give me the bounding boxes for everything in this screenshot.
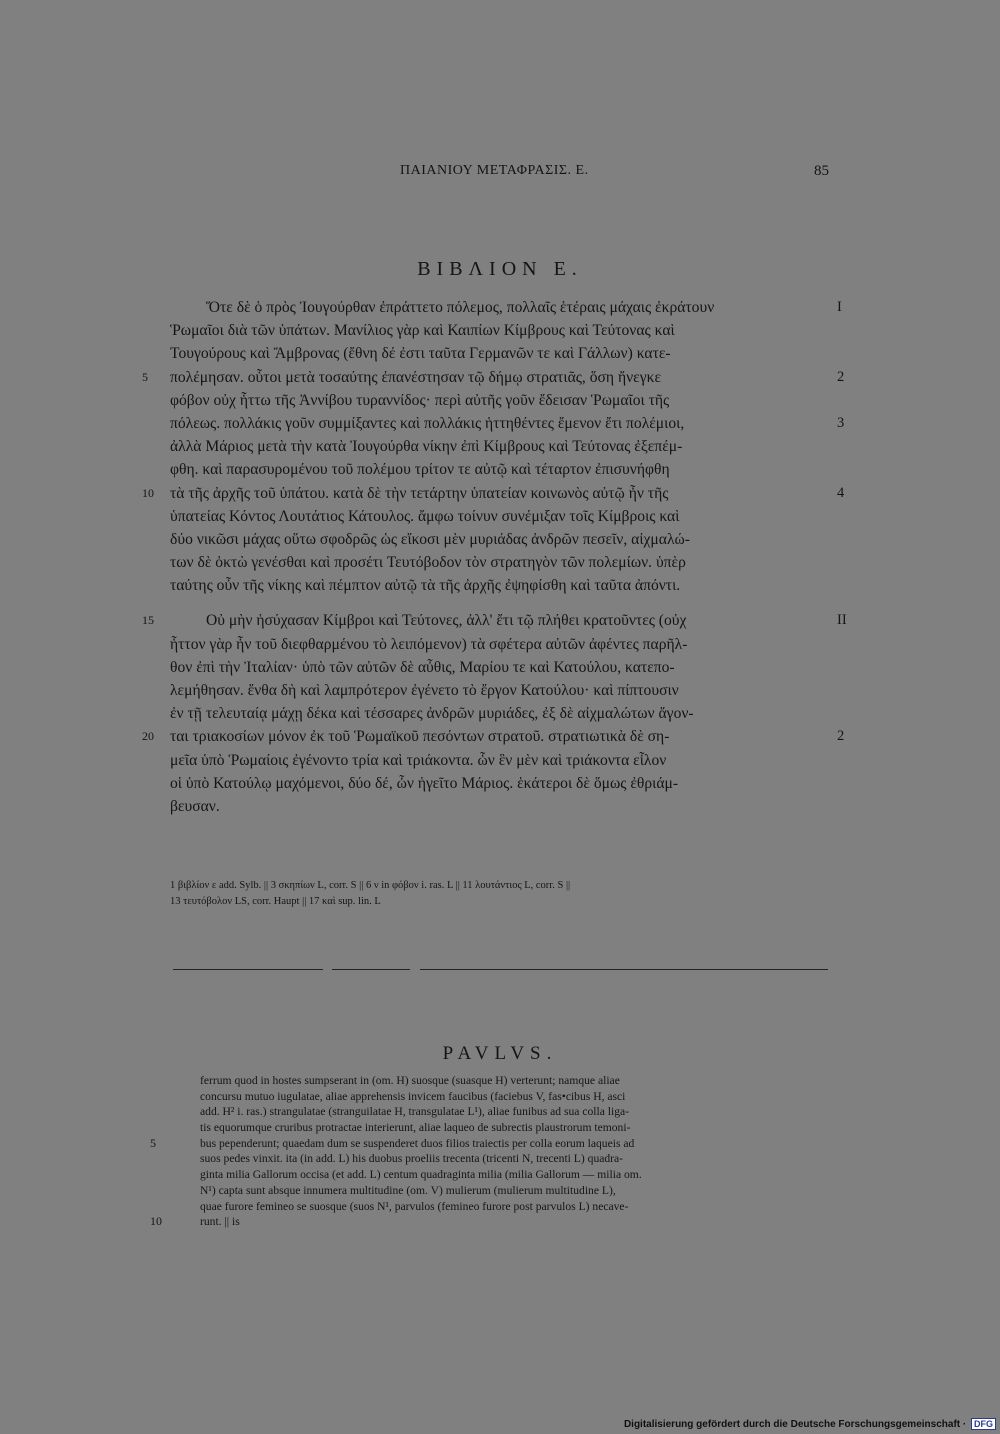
greek-line	[160, 319, 860, 342]
greek-line	[160, 749, 860, 772]
latin-line	[200, 1120, 830, 1136]
latin-line	[200, 1199, 830, 1215]
greek-line-text: οἱ ὑπὸ Κατούλῳ μαχόμενοι, δύο δέ, ὧν ἡγεῖτο Μάριος. ἑκάτεροι δὲ ὅμως ἐθριάμ-	[170, 774, 679, 792]
greek-line-text: Ὅτε δὲ ὁ πρὸς Ἰουγούρθαν ἐπράττετο πόλεμος, πολλαῖς ἑτέραις μάχαις ἐκράτουν	[206, 299, 715, 316]
section-number: 3	[837, 414, 845, 431]
page-number: 85	[814, 163, 829, 179]
greek-line-text: τὰ τῆς ἀρχῆς τοῦ ὑπάτου. κατὰ δὲ τὴν τετάρτην ὑπατείαν κοινωνὸς αὐτῷ ἦν τῆς	[170, 484, 669, 502]
apparatus-line: 1 βιβλίον ε add. Sylb. || 3 σκηπίων L, corr. S || 6 ν in φόβον i. ras. L || 11 λουτάντιος L, corr. S ||	[170, 880, 571, 891]
footer-text: Digitalisierung gefördert durch die Deutsche Forschungsgemeinschaft	[623, 1419, 961, 1430]
greek-line	[160, 633, 860, 656]
latin-line-text: suos pedes vinxit. ita (in add. L) his duobus proeliis trecenta (tricenti N, trecenti L) quadra-	[200, 1152, 624, 1166]
greek-line-text: ἧττον γὰρ ἦν τοῦ διεφθαρμένου τὸ λειπόμενον) τὰ σφέτερα αὐτῶν ἀφέντες παρῆλ-	[170, 635, 688, 653]
greek-line	[160, 574, 860, 597]
greek-line	[160, 772, 860, 795]
latin-line	[200, 1151, 830, 1167]
latin-line-text: ginta milia Gallorum occisa (et add. L) centum quadraginta milia (milia Gallorum — milia om.	[200, 1168, 642, 1182]
greek-line	[160, 389, 860, 412]
latin-line-text: ferrum quod in hostes sumpserant in (om. H) suosque (suasque H) verterunt; namque aliae	[200, 1074, 620, 1087]
greek-line-text: ἐν τῇ τελευταίᾳ μάχῃ δέκα καὶ τέσσαρες ἀνδρῶν μυριάδες, ἐξ δὲ αἰχμαλώτων ἄγον-	[170, 705, 694, 723]
latin-line	[150, 1135, 830, 1152]
line-number: 10	[150, 1214, 162, 1229]
greek-line	[160, 412, 860, 435]
latin-line-text: bus pependerunt; quaedam dum se suspenderet duos filios traiectis per colla eorum laqueis ad	[200, 1136, 635, 1150]
greek-line-text: θον ἐπὶ τὴν Ἰταλίαν· ὑπὸ τῶν αὐτῶν δὲ αὖθις, Μαρίου τε καὶ Κατούλου, κατεπο-	[170, 658, 675, 676]
latin-line-text: concursu mutuo iugulatae, aliae apprehensis invicem faucibus (faciebus V, fas•cibus H, asci	[200, 1089, 626, 1103]
greek-line-text: βευσαν.	[170, 797, 220, 815]
greek-text-block	[142, 296, 860, 818]
apparatus-line: 13 τευτόβολον LS, corr. Haupt || 17 καὶ sup. lin. L	[170, 896, 381, 907]
latin-line-text: runt. || is	[200, 1215, 240, 1229]
line-number: 20	[142, 729, 154, 744]
greek-line-text: ταύτης οὖν τῆς νίκης καὶ πέμπτον αὐτῷ τὰ τῆς ἀρχῆς ἐψηφίσθη καὶ ταῦτα ἀπόντι.	[170, 577, 681, 595]
greek-line-text: φόβον οὐχ ἧττω τῆς Ἀννίβου τυραννίδος· περὶ αὐτῆς γοῦν ἔδεισαν Ῥωμαῖοι τῆς	[170, 391, 670, 409]
latin-line-text: quae furore femineo se suosque (suos N¹, parvulos (femineo furore post parvulos L) necave-	[200, 1199, 629, 1213]
latin-section-title: PAVLVS.	[442, 1043, 558, 1064]
footer-credit: Digitalisierung gefördert durch die Deutsche Forschungsgemeinschaft · DFG	[0, 1418, 996, 1430]
section-number: II	[837, 612, 847, 629]
greek-line	[160, 702, 860, 725]
latin-line-text: add. H² i. ras.) strangulatae (stranguilatae H, transgulatae L¹), aliae funibus ad sua colla liga-	[200, 1105, 629, 1119]
greek-line	[160, 505, 860, 528]
greek-line-text: πολέμησαν. οὗτοι μετὰ τοσαύτης ἐπανέστησαν τῷ δήμῳ στρατιᾶς, ὅση ἤνεγκε	[170, 368, 662, 386]
greek-line	[142, 482, 860, 505]
running-head	[0, 163, 1000, 183]
latin-line	[200, 1104, 830, 1120]
greek-line	[160, 656, 860, 679]
latin-line	[200, 1073, 830, 1089]
greek-line	[160, 795, 860, 818]
greek-line-text: Οὐ μὴν ἡσύχασαν Κίμβροι καὶ Τεύτονες, ἀλλ' ἔτι τῷ πλήθει κρατοῦντες (οὐχ	[206, 612, 687, 630]
greek-line-text: δύο νικῶσι μάχας οὕτω σφοδρῶς ὡς εἴκοσι μὲν μυριάδας ἀνδρῶν πεσεῖν, αἰχμαλώ-	[170, 530, 690, 548]
latin-line-text: N¹) capta sunt absque innumera multitudine (om. V) mulierum (mulierum multitudine L),	[200, 1183, 616, 1197]
section-number: 2	[837, 368, 845, 385]
book-title: ΒΙΒΛΙΟΝ Ε.	[417, 258, 583, 280]
divider-rule	[173, 969, 323, 970]
greek-line	[160, 528, 860, 551]
greek-line	[160, 296, 860, 319]
section-number: 2	[837, 728, 845, 745]
greek-line	[160, 435, 860, 458]
latin-line-text: tis equorumque cruribus protractae interierunt, aliae laqueo de subrectis plaustrorum temoni-	[200, 1121, 631, 1135]
greek-line-text: ται τριακοσίων μόνον ἐκ τοῦ Ῥωμαϊκοῦ πεσόντων στρατοῦ. στρατιωτικὰ δὲ ση-	[170, 728, 670, 746]
greek-line	[160, 458, 860, 481]
line-number: 15	[142, 613, 154, 628]
line-number: 5	[142, 369, 148, 384]
section-number: I	[837, 299, 842, 315]
greek-line	[142, 725, 860, 748]
greek-line	[160, 679, 860, 702]
divider-rule	[332, 969, 410, 970]
latin-line	[200, 1183, 830, 1199]
greek-line-text: φθη. καὶ παρασυρομένου τοῦ πολέμου τρίτον τε αὐτῷ καὶ τέταρτον ἐπισυνήφθη	[170, 461, 670, 479]
greek-line-text: ἀλλὰ Μάριος μετὰ τὴν κατὰ Ἰουγούρθα νίκην ἐπὶ Κίμβρους καὶ Τεύτονας ἐξεπέμ-	[170, 438, 683, 456]
section-number: 4	[837, 484, 845, 501]
latin-line	[200, 1089, 830, 1105]
divider-rule	[420, 969, 828, 970]
line-number: 10	[142, 485, 154, 500]
greek-line-text: των δὲ ὀκτὼ γενέσθαι καὶ προσέτι Τευτόβοδον τὸν στρατηγὸν τῶν πολεμίων. ὑπὲρ	[170, 554, 686, 572]
line-number: 5	[150, 1135, 156, 1150]
greek-line-text: λεμήθησαν. ἔνθα δὴ καὶ λαμπρότερον ἐγένετο τὸ ἔργον Κατούλου· καὶ πίπτουσιν	[170, 682, 679, 699]
critical-apparatus	[170, 878, 840, 910]
greek-line-text: ὑπατείας Κόντος Λουτάτιος Κάτουλος. ἄμφω τοίνυν συνέμιξαν τοῖς Κίμβροις καὶ	[170, 507, 680, 525]
greek-line	[160, 551, 860, 574]
running-title: ΠΑΙΑΝΙΟΥ ΜΕΤΑΦΡΑΣΙΣ. Ε.	[400, 163, 589, 178]
latin-line	[200, 1167, 830, 1183]
latin-text-block	[150, 1073, 830, 1230]
greek-line-text: Ῥωμαῖοι διὰ τῶν ὑπάτων. Μανίλιος γὰρ καὶ Καιπίων Κίμβρους καὶ Τεύτονας καὶ	[170, 322, 675, 340]
latin-line	[150, 1214, 830, 1230]
greek-line	[142, 609, 860, 632]
dfg-logo: DFG	[971, 1418, 996, 1430]
greek-line	[142, 366, 860, 389]
greek-line-text: μεῖα ὑπὸ Ῥωμαίοις ἐγένοντο τρία καὶ τριάκοντα. ὧν ἓν μὲν καὶ τριάκοντα εἷλον	[170, 751, 667, 769]
greek-line-text: Τουγούρους καὶ Ἄμβρονας (ἔθνη δέ ἐστι ταῦτα Γερμανῶν τε καὶ Γάλλων) κατε-	[170, 345, 671, 363]
greek-line-text: πόλεως. πολλάκις γοῦν συμμίξαντες καὶ πολλάκις ἡττηθέντες ἔμενον ἔτι πολέμιοι,	[170, 414, 685, 432]
greek-line	[160, 342, 860, 365]
